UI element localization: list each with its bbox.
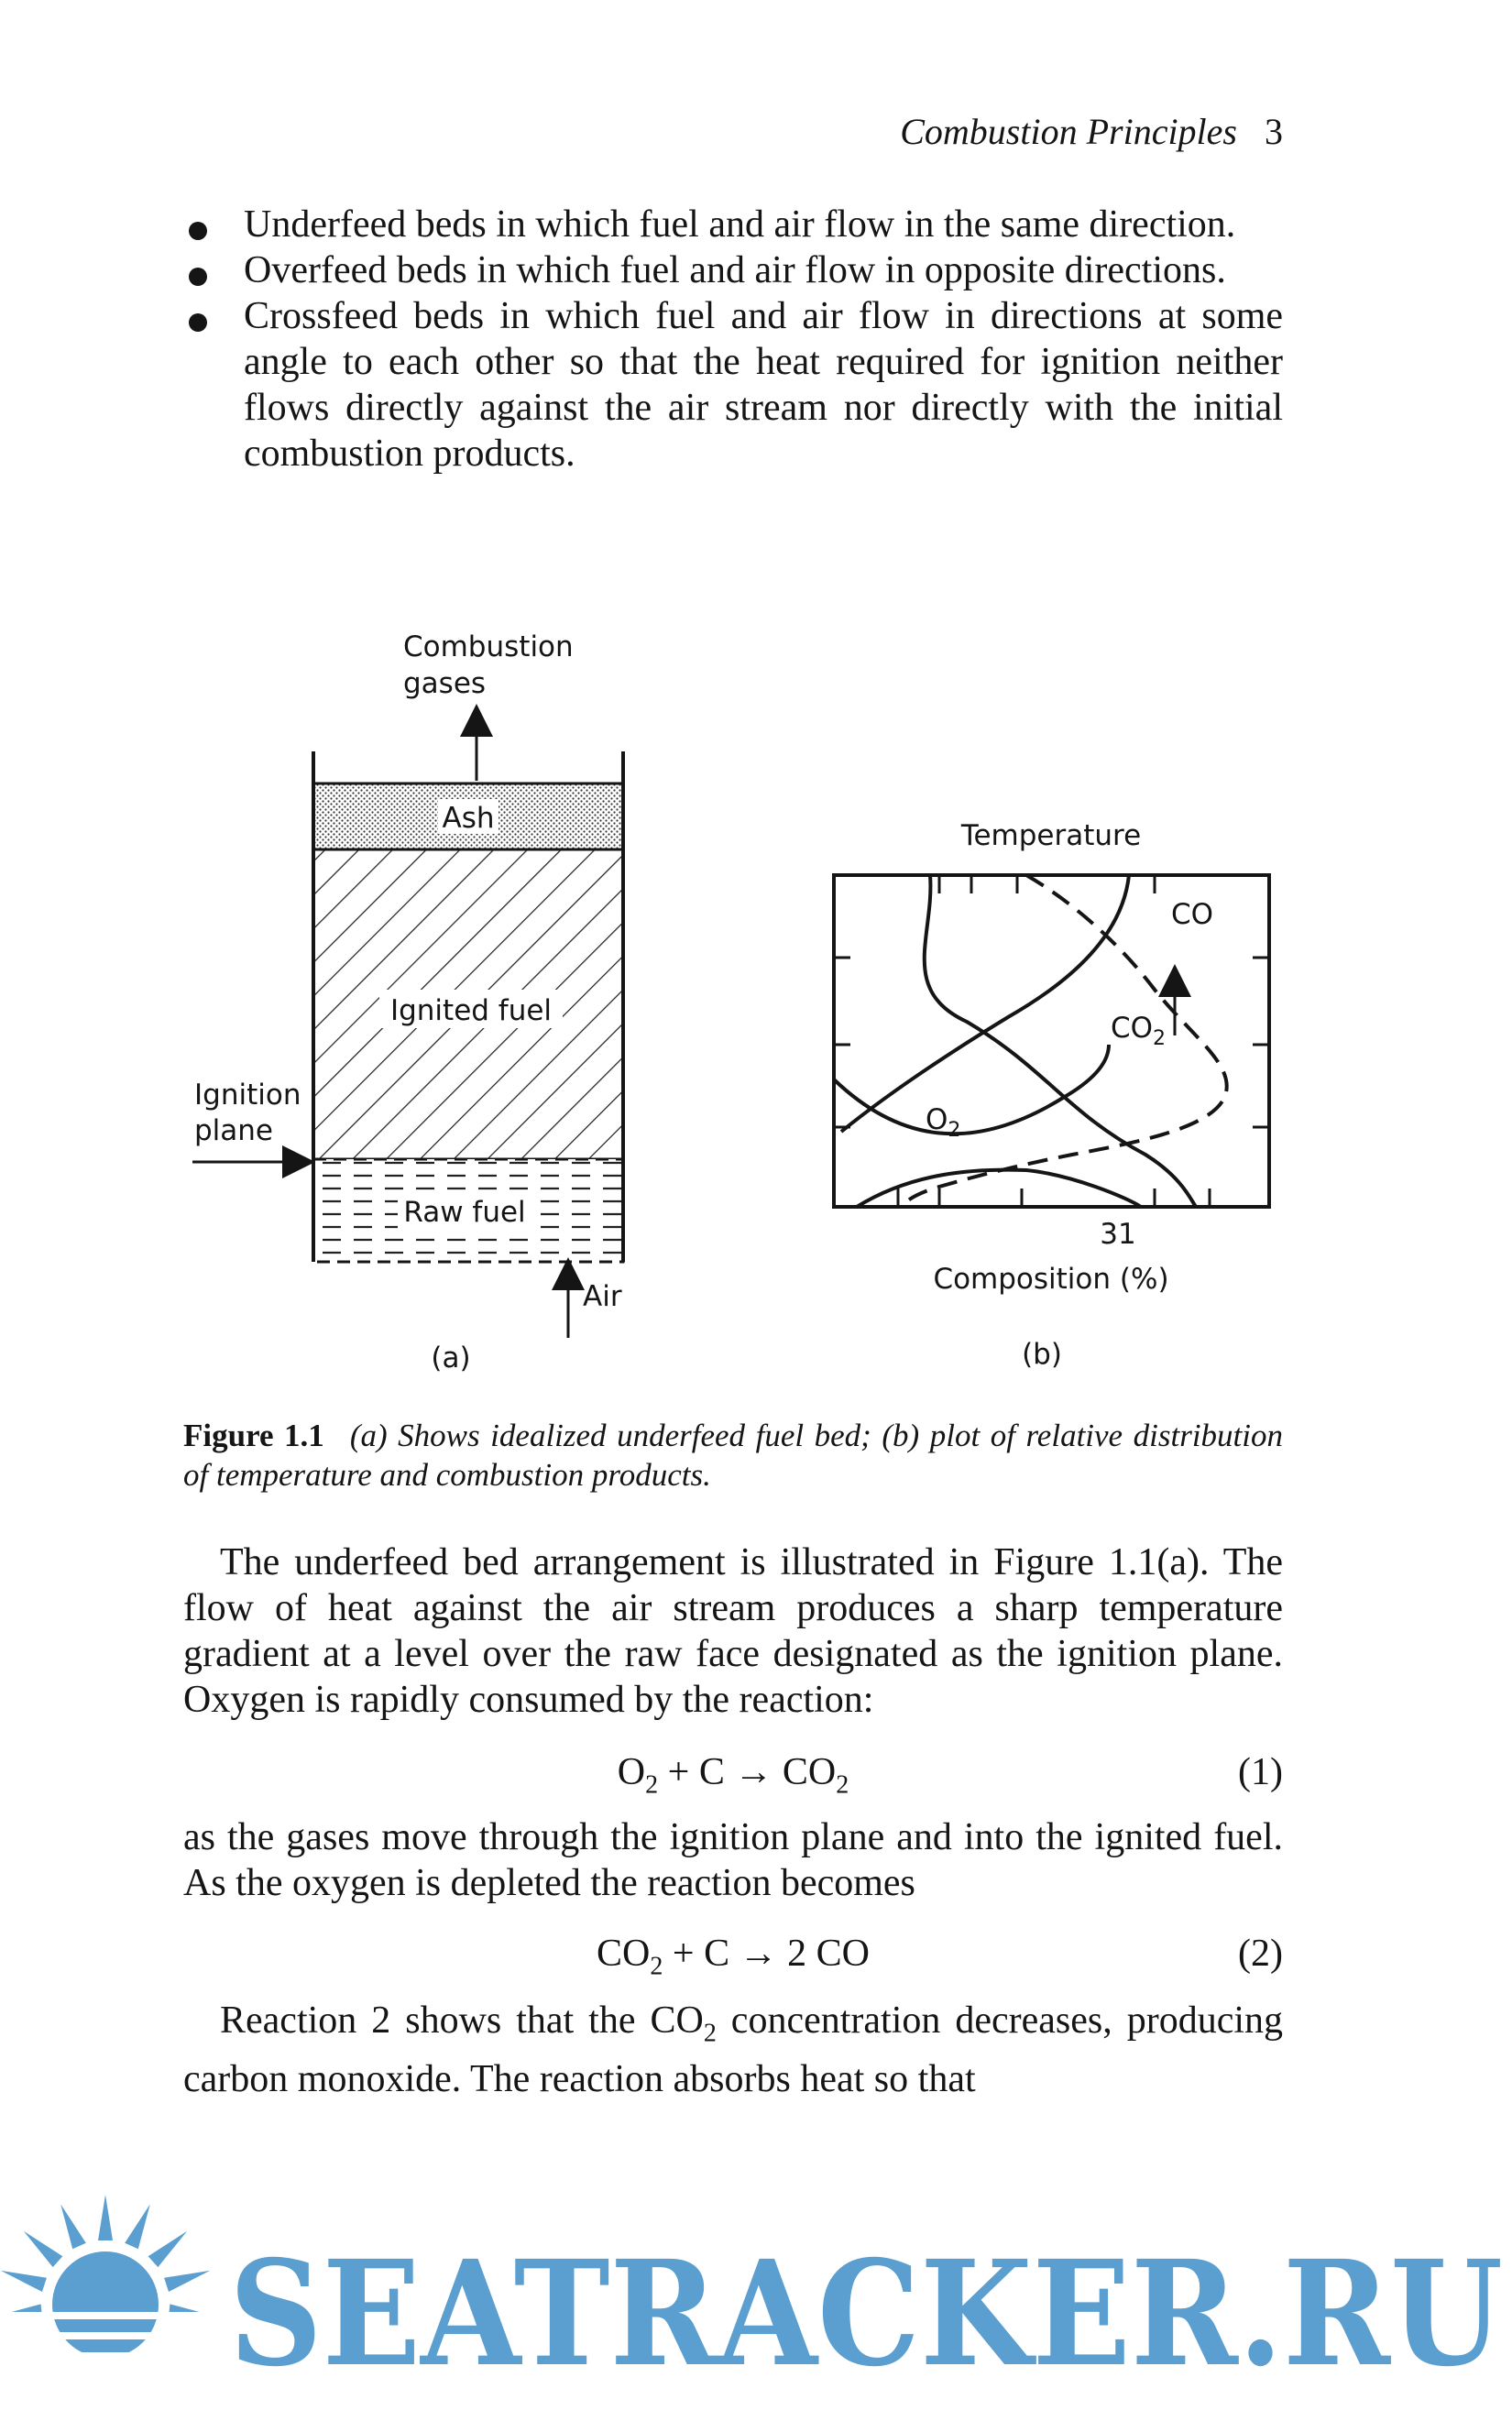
watermark-svg [0, 2181, 1512, 2405]
equation-2-number: (2) [1238, 1933, 1283, 1975]
ignition-label-line2: plane [194, 1114, 274, 1147]
running-title: Combustion Principles [900, 111, 1237, 152]
figure-svg [165, 605, 1301, 1393]
ignition-label-line1: Ignition [194, 1079, 301, 1112]
bullet-list [183, 202, 1283, 477]
bullet-dot-icon [189, 222, 207, 240]
chart-title: Temperature [960, 819, 1142, 852]
combustion-label-line1: Combustion [403, 630, 574, 663]
figure-caption [183, 1416, 1283, 1495]
raw-fuel-label: Raw fuel [403, 1196, 526, 1229]
bullet-dot-icon [189, 313, 207, 332]
running-header [898, 110, 1283, 165]
caption-text: (a) Shows idealized underfeed fuel bed; (b) plot of relative distribution of temperature and combustion products. [183, 1418, 1283, 1493]
co2-label: $CO_2$ [1111, 1012, 1167, 1050]
panel-a-fuel-bed [192, 630, 623, 1375]
ash-label: Ash [442, 802, 495, 835]
list-item: Underfeed beds in which fuel and air flow in the same direction. [183, 202, 1283, 247]
co-label: CO [1171, 898, 1214, 931]
sun-logo-icon [0, 2195, 215, 2360]
caption-label: Figure 1.1 [183, 1418, 324, 1453]
ignited-fuel-label: Ignited fuel [389, 994, 553, 1027]
air-label: Air [583, 1280, 622, 1313]
paragraph-1: The underfeed bed arrangement is illustrated in Figure 1.1(a). The flow of heat against the air stream produces a sharp temperature gradient at a level over the raw face designated as the ignition plane. Oxygen is rapidly consumed by the reaction: [183, 1541, 1283, 1721]
o2-label: $O_2$ [926, 1103, 961, 1142]
paragraph-2: as the gases move through the ignition plane and into the ignited fuel. As the oxygen is depleted the reaction becomes [183, 1816, 1283, 1904]
watermark [0, 2181, 1512, 2405]
watermark-text: SEATRACKER.RU [229, 2229, 1503, 2399]
figure-1-1 [165, 605, 1301, 1393]
panel-b-sublabel: (b) [1022, 1338, 1062, 1371]
page-number: 3 [1265, 111, 1283, 152]
panel-a-sublabel: (a) [431, 1342, 471, 1375]
tick-label-31: 31 [1100, 1218, 1136, 1251]
equation-1: $O_2 + C \to CO_2$ (1) [617, 1751, 1283, 1800]
combustion-label-line2: gases [403, 667, 487, 700]
o2-curve [834, 1045, 1109, 1134]
equation-1-number: (1) [1238, 1751, 1283, 1793]
panel-b-plot [834, 819, 1269, 1371]
equation-2: $CO_2 + C \to 2$ CO (2) [597, 1933, 1283, 1981]
paragraph-3: Reaction 2 shows that the $CO_2$ concentration decreases, producing carbon monoxide. The reaction absorbs heat so that [183, 1999, 1283, 2101]
co2-curve [841, 875, 1129, 1132]
x-axis-label: Composition (%) [933, 1263, 1169, 1296]
list-item: Crossfeed beds in which fuel and air flow in directions at some angle to each other so that the heat required for ignition neither flows directly against the air stream nor directly with the initial combustion products. [183, 293, 1283, 477]
bullet-dot-icon [189, 268, 207, 286]
list-item: Overfeed beds in which fuel and air flow in opposite directions. [183, 247, 1283, 293]
